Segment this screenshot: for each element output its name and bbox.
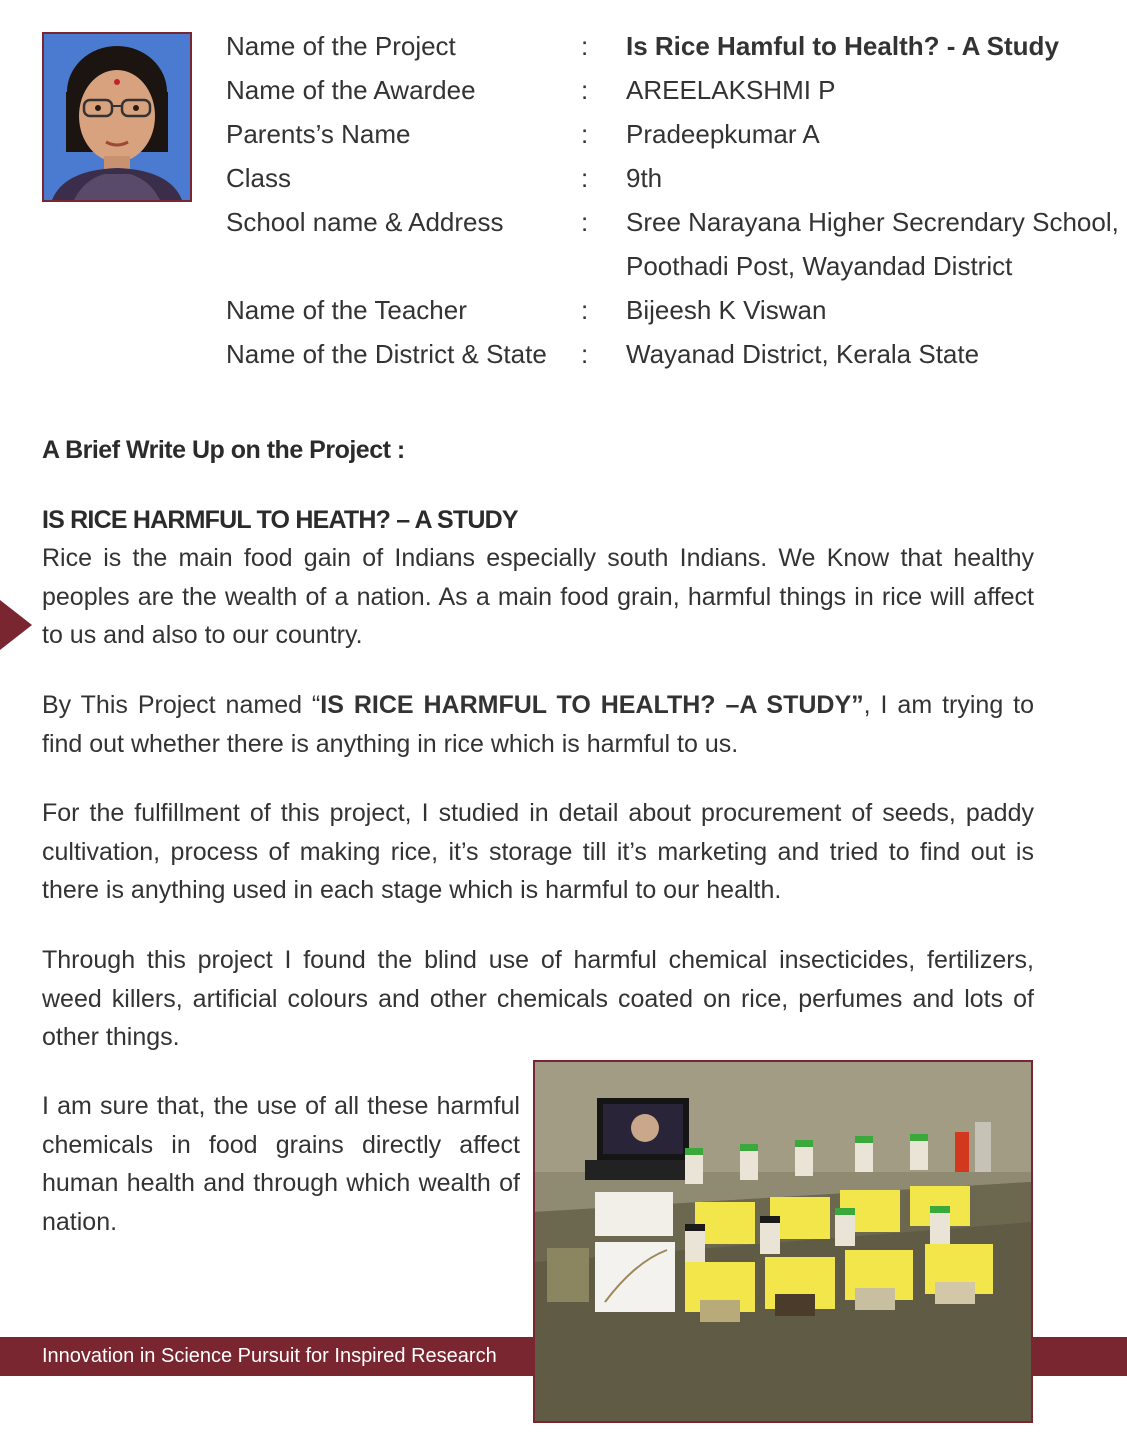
- detail-value-awardee: AREELAKSHMI P: [626, 75, 836, 105]
- detail-label: Name of the District & State: [226, 339, 547, 369]
- detail-row-parents: [226, 112, 1126, 156]
- detail-colon: :: [581, 119, 589, 149]
- arrow-marker-icon: [0, 600, 32, 650]
- detail-label: Class: [226, 163, 292, 193]
- detail-row-school: [226, 200, 1126, 288]
- awardee-details: [226, 24, 1126, 376]
- paragraph-text: , I am trying to find out whether there is anything in rice which is harmful to us.: [42, 691, 1035, 758]
- detail-value-teacher: Bijeesh K Viswan: [626, 295, 827, 325]
- paragraph-method: For the fulfillment of this project, I studied in detail about procurement of seeds, paddy cultivation, process of making rice, it’s storage till it’s marketing and tried to find out is there is anything used in each stage which is harmful to our health.: [42, 799, 1034, 904]
- awardee-photo: [42, 32, 192, 202]
- detail-row-teacher: [226, 288, 1126, 332]
- detail-value-district: Wayanad District, Kerala State: [626, 339, 980, 369]
- exhibit-photo: [533, 1060, 1033, 1423]
- paragraph-findings: Through this project I found the blind use of harmful chemical insecticides, fertilizers, weed killers, artificial colours and other chemicals coated on rice, perfumes and lots of other things.: [42, 946, 1034, 1051]
- detail-colon: :: [581, 207, 589, 237]
- detail-row-class: [226, 156, 1126, 200]
- detail-row-project: [226, 24, 1126, 68]
- paragraph-project-aim: [42, 686, 1034, 763]
- detail-row-district: [226, 332, 1126, 376]
- detail-colon: :: [581, 339, 589, 369]
- exhibit-illustration: [535, 1062, 1031, 1421]
- detail-value-school: [626, 200, 1126, 288]
- paragraph-text: By This Project named “: [42, 691, 321, 719]
- school-name: Sree Narayana Higher Secrendary School,: [626, 207, 1119, 237]
- detail-value-project: Is Rice Hamful to Health? - A Study: [626, 31, 1059, 61]
- detail-label: Name of the Teacher: [226, 295, 467, 325]
- detail-label: Name of the Awardee: [226, 75, 476, 105]
- paragraph-bold-title: IS RICE HARMFUL TO HEALTH? –A STUDY”: [320, 691, 864, 719]
- study-title: IS RICE HARMFUL TO HEATH? – A STUDY: [42, 506, 518, 534]
- detail-value-class: 9th: [626, 163, 663, 193]
- detail-row-awardee: [226, 68, 1126, 112]
- detail-colon: :: [581, 75, 589, 105]
- detail-label: School name & Address: [226, 207, 504, 237]
- paragraph-intro: Rice is the main food gain of Indians especially south Indians. We Know that healthy peoples are the wealth of a nation. As a main food grain, harmful things in rice will affect to us and also to our country.: [42, 544, 1034, 649]
- detail-colon: :: [581, 31, 589, 61]
- detail-colon: :: [581, 295, 589, 325]
- detail-colon: :: [581, 163, 589, 193]
- section-heading: A Brief Write Up on the Project :: [42, 436, 405, 464]
- detail-label: Name of the Project: [226, 31, 456, 61]
- footer-text: Innovation in Science Pursuit for Inspired Research: [42, 1345, 497, 1367]
- detail-label: Parents’s Name: [226, 119, 411, 149]
- school-address: Poothadi Post, Wayandad District: [626, 251, 1013, 281]
- portrait-image: [44, 34, 190, 200]
- paragraph-conclusion: I am sure that, the use of all these harmful chemicals in food grains directly affect human health and through which wealth of nation.: [42, 1092, 520, 1236]
- detail-value-parents: Pradeepkumar A: [626, 119, 820, 149]
